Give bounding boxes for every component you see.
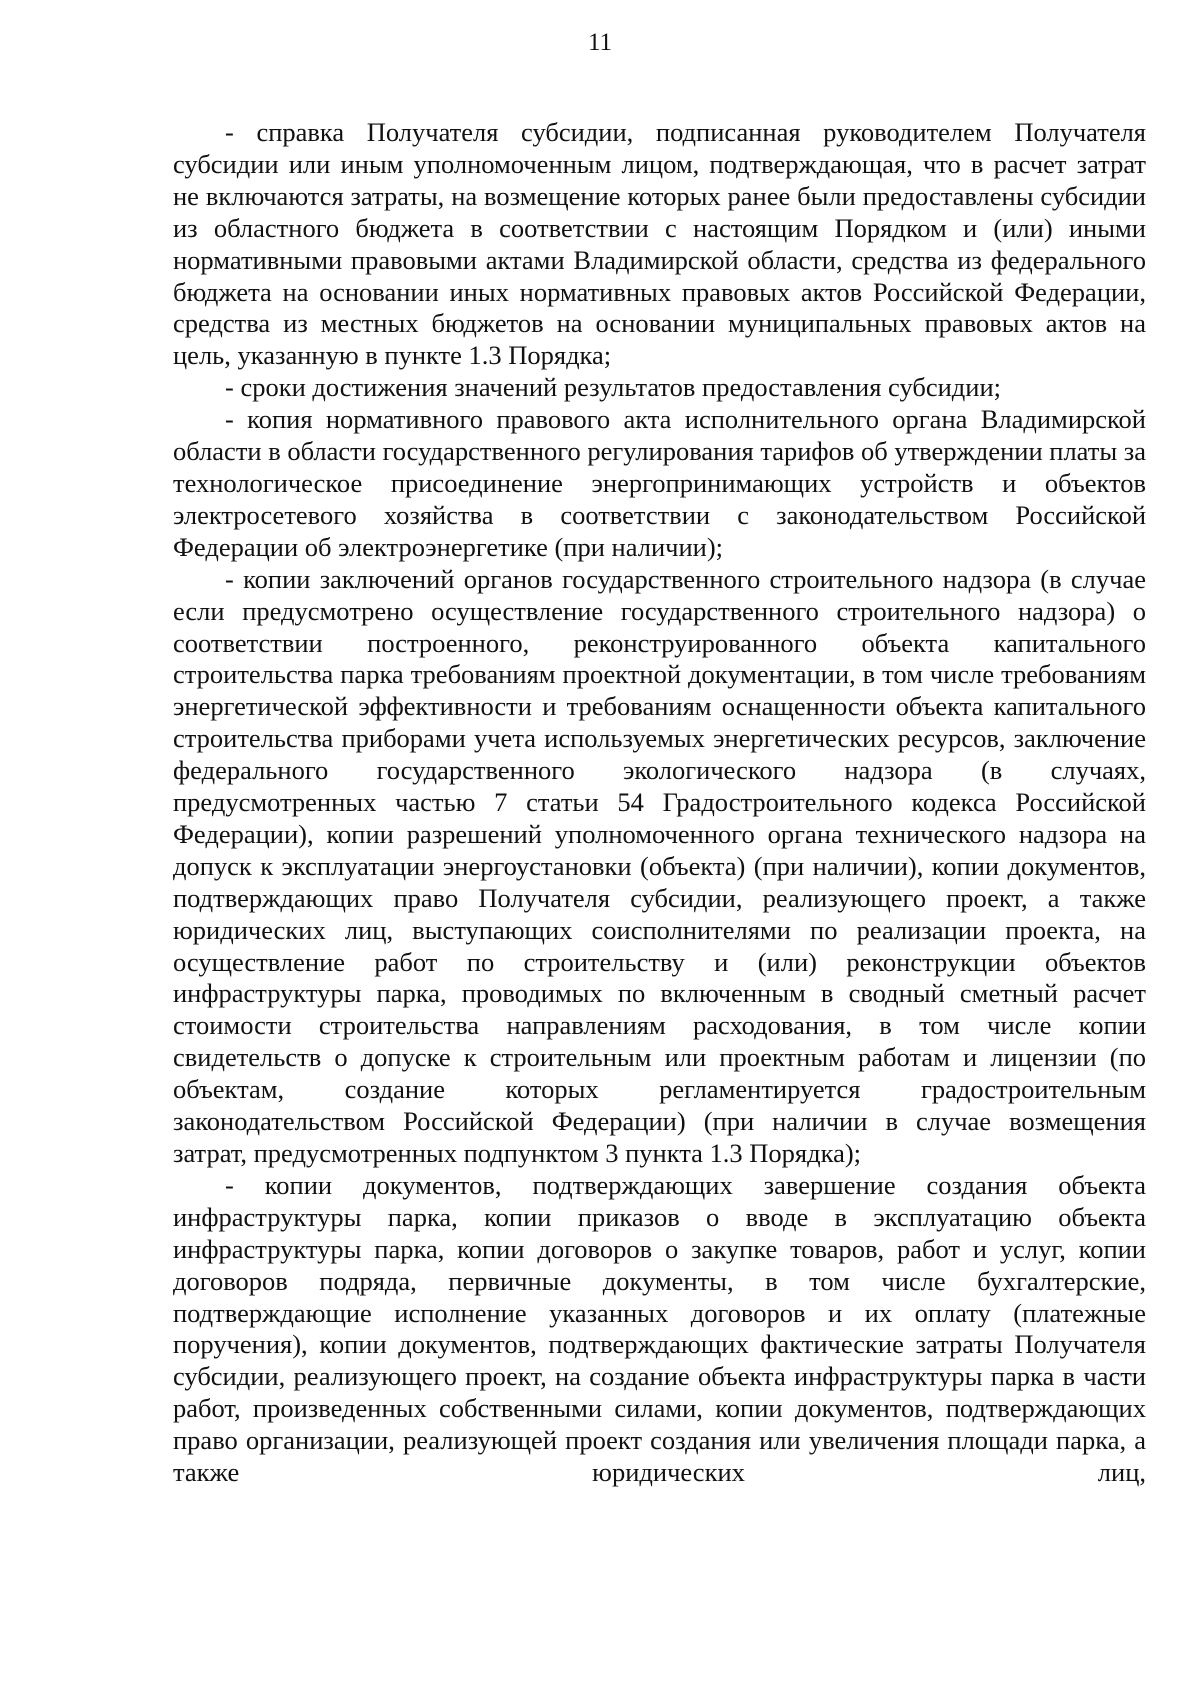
paragraph-deadlines: - сроки достижения значений результатов предоставления субсидии;: [225, 372, 1001, 403]
page-number: 11: [587, 29, 613, 56]
paragraph-certificate: - справка Получателя субсидии, подписанная руководителем Получателя субсидии или иным уполномоченным лицом, подтверждающая, что в расчет затрат не включаются затраты, на возмещение которых ранее были предоставлены субсидии из областного бюджета в соответствии с настоящим Порядком и (или) иными нормативными правовыми актами Владимирской области, средства из федерального бюджета на основании иных нормативных правовых актов Российской Федерации, средства из местных бюджетов на основании муниципальных правовых актов на цель, указанную в пункте 1.3 Порядка;: [173, 117, 1146, 371]
paragraph-tariff-act: - копия нормативного правового акта исполнительного органа Владимирской области в области государственного регулирования тарифов об утверждении платы за технологическое присоединение энергопринимающих устройств и объектов электросетевого хозяйства в соответствии с законодательством Российской Федерации об электроэнергетике (при наличии);: [173, 404, 1146, 562]
paragraph-completion-documents: - копии документов, подтверждающих завершение создания объекта инфраструктуры парка, копии приказов о вводе в эксплуатацию объекта инфраструктуры парка, копии договоров о закупке товаров, работ и услуг, копии договоров подряда, первичные документы, в том числе бухгалтерские, подтверждающие исполнение указанных договоров и их оплату (платежные поручения), копии документов, подтверждающих фактические затраты Получателя субсидии, реализующего проект, на создание объекта инфраструктуры парка в части работ, произведенных собственными силами, копии документов, подтверждающих право организации, реализующей проект создания или увеличения площади парка, а также юридических лиц,: [173, 1169, 1146, 1488]
paragraph-supervision-conclusions: - копии заключений органов государственного строительного надзора (в случае если предусмотрено осуществление государственного строительного надзора) о соответствии построенного, реконструированного объекта капитального строительства парка требованиям проектной документации, в том числе требованиям энергетической эффективности и требованиям оснащенности объекта капитального строительства приборами учета используемых энергетических ресурсов, заключение федерального государственного экологического надзора (в случаях, предусмотренных частью 7 статьи 54 Градостроительного кодекса Российской Федерации), копии разрешений уполномоченного органа технического надзора на допуск к эксплуатации энергоустановки (объекта) (при наличии), копии документов, подтверждающих право Получателя субсидии, реализующего проект, а также юридических лиц, выступающих соисполнителями по реализации проекта, на осуществление работ по строительству и (или) реконструкции объектов инфраструктуры парка, проводимых по включенным в сводный сметный расчет стоимости строительства направлениям расходования, в том числе копии свидетельств о допуске к строительным или проектным работам и лицензии (по объектам, создание которых регламентируется градостроительным законодательством Российской Федерации) (при наличии в случае возмещения затрат, предусмотренных подпунктом 3 пункта 1.3 Порядка);: [173, 563, 1146, 1168]
document-body: [173, 117, 1146, 1489]
